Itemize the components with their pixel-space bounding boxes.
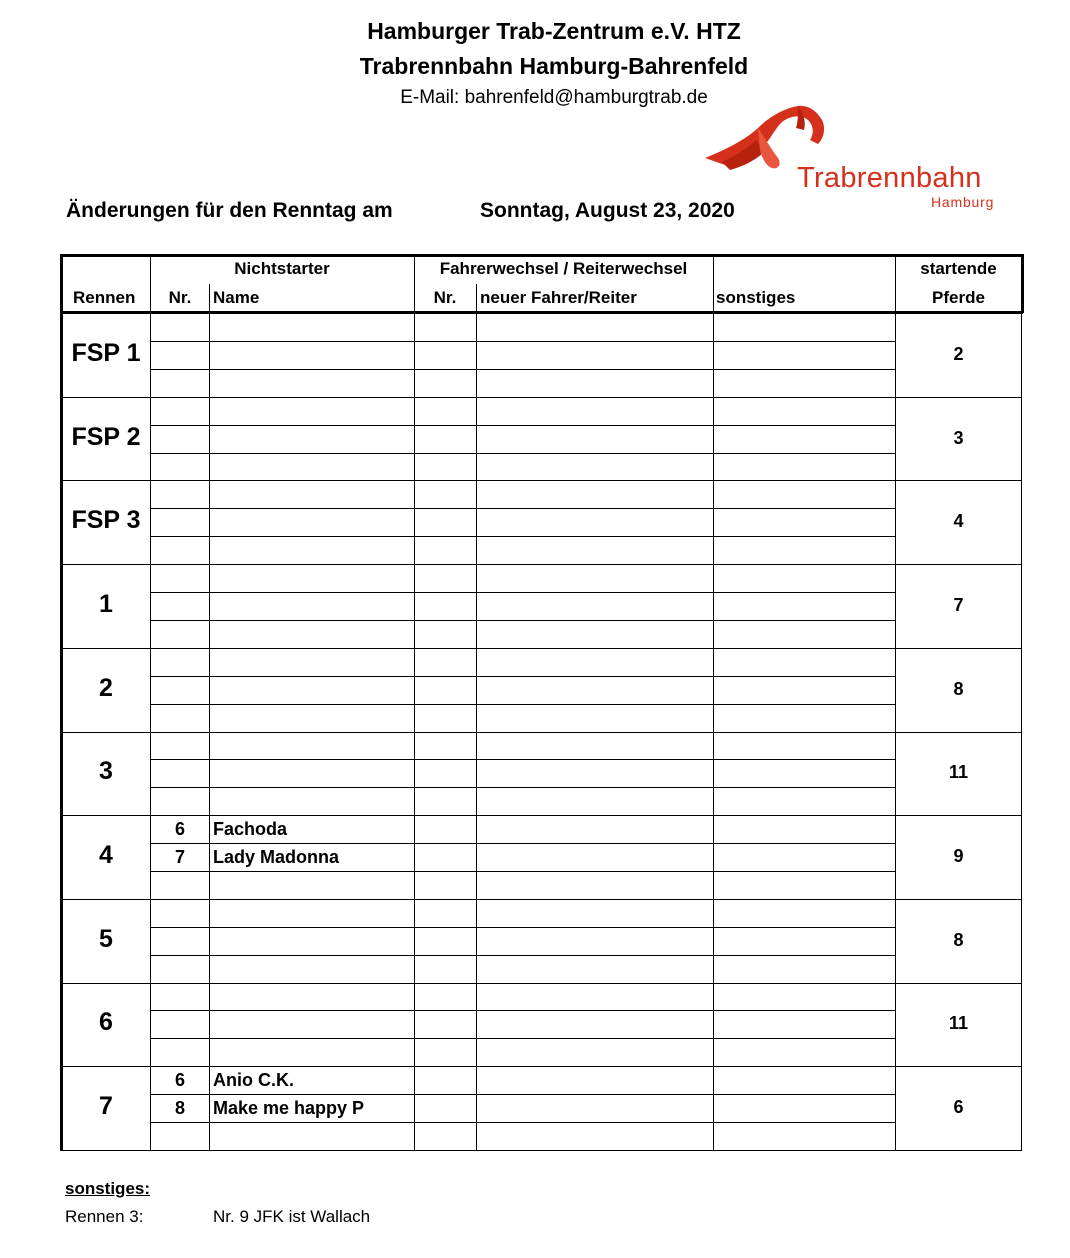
nonstarter-name: Lady Madonna (213, 847, 340, 867)
row-line (150, 704, 895, 705)
row-line (150, 369, 895, 370)
starters-count: 9 (953, 846, 964, 866)
starters-count: 11 (948, 762, 969, 782)
row-line (150, 843, 895, 844)
header-divider (713, 255, 714, 312)
nonstarter-name: Make me happy P (213, 1098, 365, 1118)
notes-heading: sonstiges: (65, 1179, 151, 1198)
nonstarter-nr: 6 (174, 1070, 185, 1090)
row-line (150, 425, 895, 426)
header-neuer-fahrer: neuer Fahrer/Reiter (480, 288, 637, 307)
race-separator (61, 732, 1022, 733)
row-line (150, 620, 895, 621)
header-border-right (1021, 254, 1024, 313)
row-line (150, 592, 895, 593)
race-label: 4 (99, 841, 113, 869)
logo-city: Hamburg (931, 194, 995, 210)
row-line (150, 536, 895, 537)
race-separator (61, 815, 1022, 816)
row-line (150, 1094, 895, 1095)
row-line (150, 1038, 895, 1039)
race-label: FSP 1 (71, 339, 141, 367)
header-startende-line2: Pferde (932, 288, 985, 307)
header-fahrerwechsel: Fahrerwechsel / Reiterwechsel (439, 259, 688, 278)
race-separator (61, 1066, 1022, 1067)
race-separator (61, 899, 1022, 900)
header-divider (895, 255, 896, 312)
race-label: 6 (99, 1008, 113, 1036)
logo-wordmark: Trabrennbahn (797, 162, 982, 194)
contact-email: E-Mail: bahrenfeld@hamburgtrab.de (400, 87, 708, 108)
starters-count: 3 (953, 428, 964, 448)
starters-count: 6 (953, 1097, 964, 1117)
race-label: 7 (99, 1092, 113, 1120)
race-separator (61, 648, 1022, 649)
row-line (150, 759, 895, 760)
race-label: 1 (99, 590, 113, 618)
header-fahrerwechsel-nr: Nr. (433, 288, 457, 307)
row-line (150, 676, 895, 677)
race-label: 3 (99, 757, 113, 785)
starters-count: 11 (948, 1013, 969, 1033)
header-divider (209, 284, 210, 312)
row-line (150, 508, 895, 509)
race-separator (61, 564, 1022, 565)
row-line (150, 341, 895, 342)
changes-title: Änderungen für den Renntag am (66, 199, 393, 222)
header-divider (476, 284, 477, 312)
nonstarter-nr: 6 (174, 819, 185, 839)
header-nichtstarter: Nichtstarter (234, 259, 330, 278)
nonstarter-name: Anio C.K. (213, 1070, 294, 1090)
header-name: Name (213, 288, 260, 307)
race-separator (61, 480, 1022, 481)
header-divider (414, 255, 415, 312)
race-date: Sonntag, August 23, 2020 (480, 199, 735, 222)
starters-count: 4 (953, 511, 964, 531)
notes-race: Rennen 3: (65, 1207, 144, 1226)
header-border-bottom (61, 311, 1023, 314)
notes-text: Nr. 9 JFK ist Wallach (213, 1207, 371, 1226)
race-separator (61, 983, 1022, 984)
header-divider (150, 255, 151, 312)
header-rennen: Rennen (73, 288, 136, 307)
nonstarter-nr: 7 (174, 847, 185, 867)
race-label: 2 (99, 674, 113, 702)
race-separator (61, 1150, 1022, 1151)
race-separator (61, 397, 1022, 398)
starters-count: 7 (953, 595, 964, 615)
race-label: 5 (99, 925, 113, 953)
nonstarter-name: Fachoda (213, 819, 288, 839)
starters-count: 8 (953, 679, 964, 699)
header-startende-line1: startende (920, 259, 997, 278)
row-line (150, 1122, 895, 1123)
row-line (150, 871, 895, 872)
header-nr: Nr. (168, 288, 192, 307)
header-sonstiges: sonstiges (716, 288, 796, 307)
row-line (150, 955, 895, 956)
row-line (150, 787, 895, 788)
race-label: FSP 3 (71, 506, 141, 534)
header-border-top (61, 254, 1023, 257)
organization-name: Hamburger Trab-Zentrum e.V. HTZ (367, 18, 741, 44)
starters-count: 2 (953, 344, 964, 364)
row-line (150, 453, 895, 454)
nonstarter-nr: 8 (174, 1098, 185, 1118)
race-label: FSP 2 (71, 423, 141, 451)
row-line (150, 1010, 895, 1011)
starters-count: 8 (953, 930, 964, 950)
track-name: Trabrennbahn Hamburg-Bahrenfeld (359, 53, 749, 79)
row-line (150, 927, 895, 928)
